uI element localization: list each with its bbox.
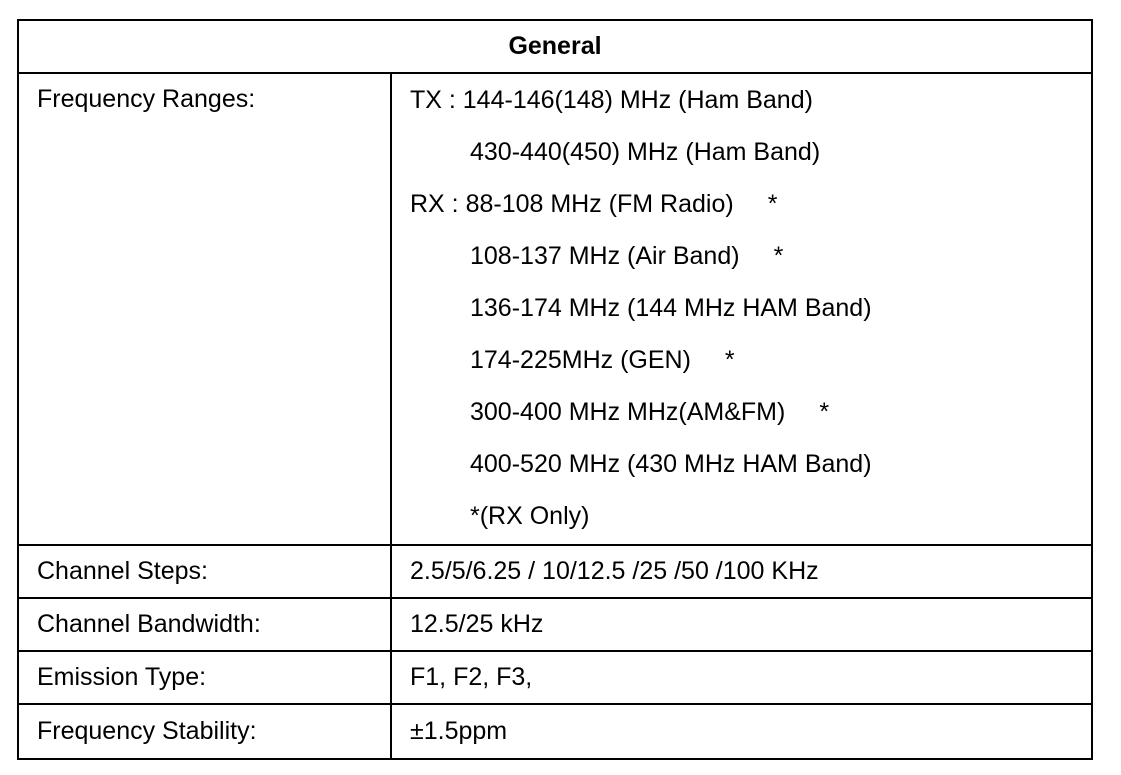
table-title: General — [508, 32, 602, 60]
rx-only-mark: * — [819, 398, 830, 426]
freq-line: 300-400 MHz MHz(AM&FM) * — [470, 398, 830, 426]
row-label: Frequency Stability: — [19, 705, 392, 758]
row-value: 12.5/25 kHz — [410, 610, 544, 638]
table-row-frequency-ranges — [19, 74, 1091, 546]
freq-line: 430-440(450) MHz (Ham Band) — [470, 138, 821, 166]
rx-only-mark: * — [724, 346, 735, 374]
table-row-channel-bandwidth — [19, 599, 1091, 652]
row-value: F1, F2, F3, — [410, 663, 533, 691]
rx-only-mark: * — [767, 190, 778, 218]
table-row-frequency-stability — [19, 705, 1091, 758]
spec-table — [17, 19, 1093, 760]
freq-line: RX : 88-108 MHz (FM Radio) * — [410, 190, 778, 218]
rx-only-mark: * — [773, 242, 784, 270]
freq-footnote: *(RX Only) — [470, 502, 590, 530]
row-label: Channel Bandwidth: — [19, 599, 392, 650]
freq-line: 136-174 MHz (144 MHz HAM Band) — [470, 294, 872, 322]
row-value: 2.5/5/6.25 / 10/12.5 /25 /50 /100 KHz — [410, 557, 819, 585]
freq-line: 108-137 MHz (Air Band) * — [470, 242, 784, 270]
table-row-emission-type — [19, 652, 1091, 705]
freq-line: 174-225MHz (GEN) * — [470, 346, 735, 374]
row-value — [392, 74, 1091, 544]
table-header — [19, 21, 1091, 74]
row-label: Emission Type: — [19, 652, 392, 703]
freq-line: 400-520 MHz (430 MHz HAM Band) — [470, 450, 872, 478]
freq-line: TX : 144-146(148) MHz (Ham Band) — [410, 86, 813, 114]
row-label: Frequency Ranges: — [19, 74, 392, 544]
row-value: ±1.5ppm — [410, 717, 508, 745]
table-row-channel-steps — [19, 546, 1091, 599]
row-label: Channel Steps: — [19, 546, 392, 597]
